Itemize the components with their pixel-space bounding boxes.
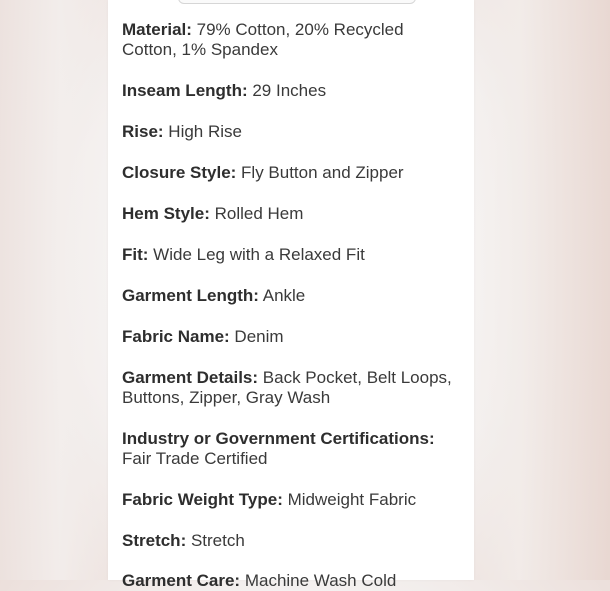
spec-inseam-length <box>122 81 462 101</box>
spec-stretch <box>122 531 462 551</box>
spec-label: Fit: <box>122 245 149 264</box>
spec-value: Wide Leg with a Relaxed Fit <box>148 245 365 264</box>
spec-value: Back Pocket, Belt Loops, Buttons, Zipper, Gray Wash <box>122 368 452 407</box>
spec-label: Industry or Government Certifications: <box>122 429 435 448</box>
spec-label: Garment Length: <box>122 286 259 305</box>
spec-label: Stretch: <box>122 531 187 550</box>
spec-fit <box>122 245 462 265</box>
spec-garment-care <box>122 571 462 591</box>
spec-label: Garment Care: <box>122 571 241 590</box>
spec-garment-details <box>122 368 462 408</box>
spec-value: Rolled Hem <box>209 204 304 223</box>
spec-value: Midweight Fabric <box>282 490 417 509</box>
spec-value: Denim <box>229 327 284 346</box>
spec-label: Material: <box>122 20 192 39</box>
product-specs-panel <box>108 0 474 590</box>
spec-value: Stretch <box>186 531 245 550</box>
spec-label: Closure Style: <box>122 163 237 182</box>
spec-label: Rise: <box>122 122 164 141</box>
spec-value: 79% Cotton, 20% Recycled Cotton, 1% Spandex <box>122 20 404 59</box>
spec-label: Fabric Name: <box>122 327 230 346</box>
top-search-bar-edge <box>178 0 416 4</box>
spec-value: Machine Wash Cold <box>240 571 397 590</box>
spec-material <box>122 20 462 60</box>
spec-label: Fabric Weight Type: <box>122 490 283 509</box>
spec-hem-style <box>122 204 462 224</box>
spec-fabric-weight-type <box>122 490 462 510</box>
spec-value: High Rise <box>163 122 242 141</box>
spec-label: Hem Style: <box>122 204 210 223</box>
spec-closure-style <box>122 163 462 183</box>
spec-value: Fair Trade Certified <box>122 449 268 468</box>
spec-certifications <box>122 429 462 469</box>
spec-value: 29 Inches <box>247 81 327 100</box>
spec-label: Inseam Length: <box>122 81 248 100</box>
spec-garment-length <box>122 286 462 306</box>
spec-label: Garment Details: <box>122 368 259 387</box>
background-right <box>460 0 610 580</box>
background-left <box>0 0 120 580</box>
spec-rise <box>122 122 462 142</box>
spec-value: Fly Button and Zipper <box>236 163 404 182</box>
spec-value: Ankle <box>258 286 306 305</box>
spec-fabric-name <box>122 327 462 347</box>
specs-list <box>122 20 462 572</box>
